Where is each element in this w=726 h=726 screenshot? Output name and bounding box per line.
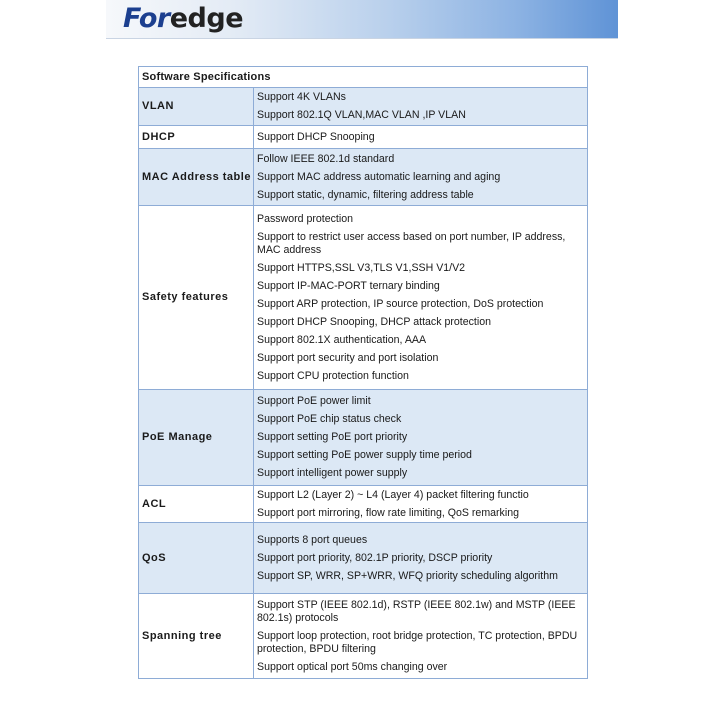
header-banner bbox=[106, 0, 618, 39]
spec-row bbox=[139, 88, 588, 126]
spec-item: Support intelligent power supply bbox=[257, 467, 408, 479]
spec-category: MAC Address table bbox=[139, 149, 254, 206]
spec-items bbox=[254, 126, 588, 149]
table-title: Software Specifications bbox=[139, 67, 588, 88]
spec-item: Support port mirroring, flow rate limiting, QoS remarking bbox=[257, 506, 519, 519]
spec-row bbox=[139, 206, 588, 390]
spec-item: Support SP, WRR, SP+WRR, WFQ priority scheduling algorithm bbox=[257, 569, 558, 582]
spec-items bbox=[254, 149, 588, 206]
spec-item: Support port priority, 802.1P priority, DSCP priority bbox=[257, 551, 493, 564]
spec-item: Support PoE chip status check bbox=[257, 413, 402, 425]
spec-item: Support 802.1Q VLAN,MAC VLAN ,IP VLAN bbox=[257, 109, 466, 121]
spec-item: Follow IEEE 802.1d standard bbox=[257, 152, 395, 165]
spec-item: Support static, dynamic, filtering address table bbox=[257, 188, 474, 201]
logo-mid: r bbox=[156, 3, 170, 34]
spec-items bbox=[254, 88, 588, 126]
spec-item: Support 4K VLANs bbox=[257, 91, 346, 103]
spec-category: VLAN bbox=[139, 88, 254, 126]
spec-row bbox=[139, 126, 588, 149]
spec-item: Support 802.1X authentication, AAA bbox=[257, 333, 427, 346]
spec-category: DHCP bbox=[139, 126, 254, 149]
spec-items bbox=[254, 486, 588, 523]
spec-item: Support setting PoE power supply time period bbox=[257, 449, 472, 461]
spec-category: PoE Manage bbox=[139, 390, 254, 486]
spec-item: Password protection bbox=[257, 212, 353, 225]
spec-row bbox=[139, 149, 588, 206]
spec-item: Support ARP protection, IP source protection, DoS protection bbox=[257, 297, 544, 310]
spec-item: Support optical port 50ms changing over bbox=[257, 660, 448, 673]
spec-row bbox=[139, 486, 588, 523]
spec-items bbox=[254, 523, 588, 594]
spec-items bbox=[254, 390, 588, 486]
spec-item: Support STP (IEEE 802.1d), RSTP (IEEE 802.1w) and MSTP (IEEE 802.1s) protocols bbox=[257, 598, 576, 624]
spec-item: Support DHCP Snooping bbox=[257, 130, 375, 143]
spec-item: Support loop protection, root bridge protection, TC protection, BPDU protection, BPDU filtering bbox=[257, 629, 578, 655]
table-title-row bbox=[139, 67, 588, 88]
spec-item: Support setting PoE port priority bbox=[257, 431, 408, 443]
spec-item: Support IP-MAC-PORT ternary binding bbox=[257, 279, 440, 292]
spec-item: Support to restrict user access based on port number, IP address, MAC address bbox=[257, 230, 566, 256]
software-specifications-table bbox=[138, 66, 588, 679]
brand-logo bbox=[123, 3, 243, 34]
spec-category: ACL bbox=[139, 486, 254, 523]
spec-item: Support HTTPS,SSL V3,TLS V1,SSH V1/V2 bbox=[257, 261, 466, 274]
spec-category: Safety features bbox=[139, 206, 254, 390]
spec-category: Spanning tree bbox=[139, 594, 254, 679]
spec-row bbox=[139, 594, 588, 679]
spec-item: Support MAC address automatic learning and aging bbox=[257, 170, 501, 183]
logo-suffix: edge bbox=[169, 3, 244, 34]
spec-item: Support PoE power limit bbox=[257, 395, 371, 407]
spec-category: QoS bbox=[139, 523, 254, 594]
spec-row bbox=[139, 390, 588, 486]
logo-prefix: Fo bbox=[123, 3, 157, 34]
spec-item: Supports 8 port queues bbox=[257, 533, 368, 546]
spec-item: Support port security and port isolation bbox=[257, 351, 439, 364]
spec-row bbox=[139, 523, 588, 594]
spec-items bbox=[254, 594, 588, 679]
spec-item: Support L2 (Layer 2) ~ L4 (Layer 4) packet filtering functio bbox=[257, 488, 529, 501]
spec-item: Support CPU protection function bbox=[257, 369, 409, 382]
spec-item: Support DHCP Snooping, DHCP attack protection bbox=[257, 315, 491, 328]
spec-items bbox=[254, 206, 588, 390]
